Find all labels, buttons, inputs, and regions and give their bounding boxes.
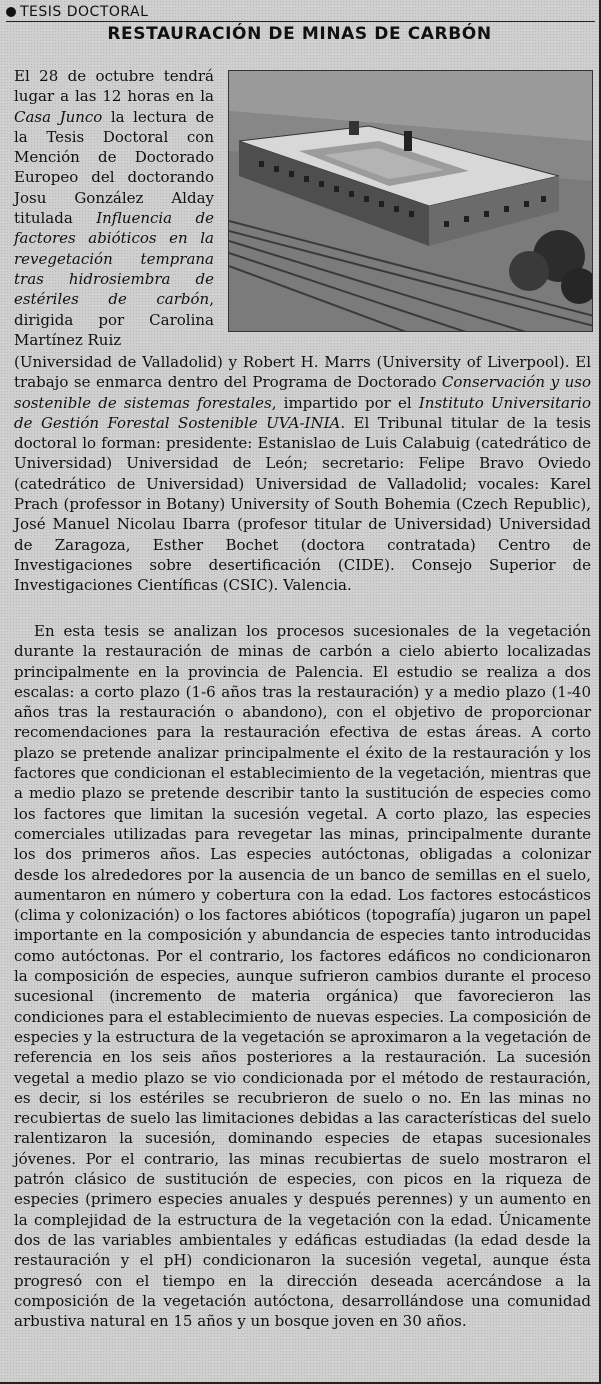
intro-text-2: la lectura de la Tesis Doctoral con Mención de Doctorado Europeo del doctorando Josu González Alday titulada <box>14 107 214 228</box>
tribunal-text-2: , impartido por el <box>271 393 419 412</box>
intro-text-1: El 28 de octubre tendrá lugar a las 12 horas en la <box>14 67 214 106</box>
program-name: Conservación y uso sostenible de sistemas forestales <box>14 373 591 412</box>
thesis-title: Influencia de factores abióticos en la revegetación temprana tras hidrosiembra de estériles de carbón <box>14 209 214 309</box>
bullet-icon <box>6 7 16 17</box>
intro-text <box>14 66 214 350</box>
venue-name: Casa Junco <box>14 107 103 126</box>
abstract-paragraph: En esta tesis se analizan los procesos sucesionales de la vegetación durante la restauración de minas de carbón a cielo abierto localizadas principalmente en la provincia de Palencia. El estudio se realiza a dos escalas: a corto plazo (1-6 años tras la restauración) y a medio plazo (1-40 años tras la restauración o abandono), con el objetivo de proporcionar recomendaciones para la restauración efectiva de estas áreas. A corto plazo se pretende analizar principalmente el éxito de la restauración y los factores que condicionan el establecimiento de la vegetación, mientras que a medio plazo se pretende describir tanto la sustitución de especies como los factores que limitan la sucesión vegetal. A corto plazo, las especies comerciales utilizadas para revegetar las minas, principalmente durante los dos primeros años. Las especies autóctonas, obligadas a colonizar desde los alrededores por la ausencia de un banco de semillas en el suelo, aumentaron en número y cobertura con la edad. Los factores estocásticos (clima y colonización) o los factores abióticos (topografía) jugaron un papel importante en la composición y abundancia de especies tanto introducidas como autóctonas. Por el contrario, los factores edáficos no condicionaron la composición de especies, aunque sufrieron cambios durante el proceso sucesional (incremento de materia orgánica) que favorecieron las condiciones para el establecimiento de nuevas especies. La composición de especies y la estructura de la vegetación se aproximaron a la vegetación de referencia en los seis años posteriores a la restauración. La sucesión vegetal a medio plazo se vio condicionada por el método de restauración, es decir, si los estériles se recubrieron de suelo o no. En las minas no recubiertas de suelo las limitaciones debidas a las características del suelo ralentizaron la sucesión, dominando especies de etapas sucesionales jóvenes. Por el contrario, las minas recubiertas de suelo mostraron el patrón clásico de sustitución de especies, con picos en la riqueza de especies (primero especies anuales y después perennes) y un aumento en la complejidad de la estructura de la vegetación con la edad. Únicamente dos de las variables ambientales y edáficas estudiadas (la edad desde la restauración y el pH) condicionaron la sucesión vegetal, aunque ésta progresó con el tiempo en la dirección deseada acercándose a la composición de la vegetación autóctona, desarrollándose una comunidad arbustiva natural en 15 años y un bosque joven en 30 años. <box>14 622 591 1331</box>
tribunal-text-3: . El Tribunal titular de la tesis doctoral lo forman: presidente: Estanislao de Luis Calabuig (catedrático de Universidad) Universidad de León; secretario: Felipe Bravo Oviedo (catedrático de Universidad) Universidad de Valladolid; vocales: Karel Prach (professor in Botany) University of South Bohemia (Czech Republic), José Manuel Nicolau Ibarra (profesor titular de Universidad) Universidad de Zaragoza, Esther Bochet (doctora contratada) Centro de Investigaciones sobre desertificación (CIDE). Consejo Superior de Investigaciones Científicas (CSIC). Valencia. <box>14 413 591 595</box>
section-tag <box>6 4 148 20</box>
tribunal-text-1: (Universidad de Valladolid) y Robert H. Marrs (University of Liverpool). El trabajo se enmarca dentro del Programa de Doctorado <box>14 353 591 392</box>
institute-name: Instituto Universitario de Gestión Forestal Sostenible UVA-INIA <box>14 393 591 432</box>
intro-paragraph <box>14 66 591 350</box>
headline: RESTAURACIÓN DE MINAS DE CARBÓN <box>107 24 492 44</box>
intro-text-3: , dirigida por Carolina Martínez Ruiz <box>14 290 214 349</box>
tribunal-paragraph <box>14 352 591 596</box>
section-tag-label: TESIS DOCTORAL <box>20 4 149 20</box>
